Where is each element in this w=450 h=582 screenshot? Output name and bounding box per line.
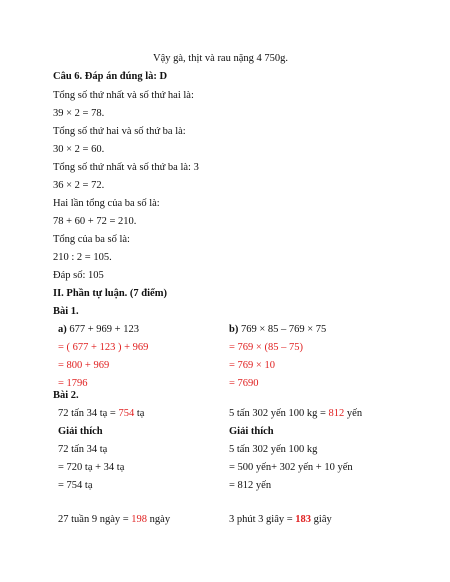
bai1-b-step: = 7690 xyxy=(229,378,259,389)
bai2-right-q-pre: 5 tấn 302 yến 100 kg = xyxy=(229,408,329,419)
bai1-a-step: = ( 677 + 123 ) + 969 xyxy=(58,342,149,353)
q6-line: 78 + 60 + 72 = 210. xyxy=(53,216,137,227)
bai2-left-explain-line: = 754 tạ xyxy=(58,480,93,491)
bai1-a-label: a) xyxy=(58,324,67,335)
bai2-left-q-pre: 72 tấn 34 tạ = xyxy=(58,408,119,419)
bai1-a-expression xyxy=(58,323,139,337)
q6-line: Tổng của ba số là: xyxy=(53,234,130,245)
bai1-b-step: = 769 × 10 xyxy=(229,360,275,371)
q6-answer: Đáp số: 105 xyxy=(53,270,104,281)
bai2-right-q2-pre: 3 phút 3 giây = xyxy=(229,514,296,525)
q6-line: 30 × 2 = 60. xyxy=(53,144,105,155)
q6-line: 39 × 2 = 78. xyxy=(53,108,105,119)
bai2-right-explain-title: Giải thích xyxy=(229,426,274,437)
bai1-a-step: = 800 + 969 xyxy=(58,360,110,371)
part2-heading: II. Phần tự luận. (7 điểm) xyxy=(53,288,167,299)
bai2-left-q-post: tạ xyxy=(134,408,145,419)
intro-line: Vậy gà, thịt và rau nặng 4 750g. xyxy=(153,53,289,64)
bai1-b-expression xyxy=(229,323,326,337)
bai1-title: Bài 1. xyxy=(53,306,79,317)
q6-line: Tổng số thứ nhất và số thứ ba là: 3 xyxy=(53,162,199,173)
question-6-heading: Câu 6. Đáp án đúng là: D xyxy=(53,71,168,82)
bai2-right-answer-2: 183 xyxy=(295,514,312,525)
bai2-left-q2-post: ngày xyxy=(147,514,171,525)
bai2-right-q-post: yến xyxy=(344,408,363,419)
bai2-left-answer: 754 xyxy=(118,408,135,419)
bai2-title: Bài 2. xyxy=(53,390,79,401)
bai2-right-q2-post: giây xyxy=(311,514,332,525)
bai2-left-question xyxy=(58,407,144,421)
bai2-left-answer-2: 198 xyxy=(131,514,148,525)
q6-line: 36 × 2 = 72. xyxy=(53,180,105,191)
bai1-b-label: b) xyxy=(229,324,239,335)
q6-line: Hai lần tổng của ba số là: xyxy=(53,198,160,209)
bai2-left-explain-line: 72 tấn 34 tạ xyxy=(58,444,108,455)
q6-line: Tổng số thứ nhất và số thứ hai là: xyxy=(53,90,194,101)
bai2-right-answer: 812 xyxy=(328,408,345,419)
bai2-left-explain-line: = 720 tạ + 34 tạ xyxy=(58,462,125,473)
q6-line: Tổng số thứ hai và số thứ ba là: xyxy=(53,126,186,137)
bai1-b-expr: 769 × 85 – 769 × 75 xyxy=(238,324,327,335)
bai2-right-explain-line: = 500 yến+ 302 yến + 10 yến xyxy=(229,462,353,473)
bai2-right-explain-line: = 812 yến xyxy=(229,480,272,491)
bai2-right-explain-line: 5 tấn 302 yến 100 kg xyxy=(229,444,318,455)
q6-line: 210 : 2 = 105. xyxy=(53,252,112,263)
bai2-right-question xyxy=(229,407,362,421)
bai1-b-step: = 769 × (85 – 75) xyxy=(229,342,303,353)
bai2-left-explain-title: Giải thích xyxy=(58,426,103,437)
bai2-right-question-2 xyxy=(229,513,332,527)
bai1-a-expr: 677 + 969 + 123 xyxy=(66,324,139,335)
bai2-left-q2-pre: 27 tuần 9 ngày = xyxy=(58,514,132,525)
bai2-left-question-2 xyxy=(58,513,170,527)
bai1-a-step: = 1796 xyxy=(58,378,88,389)
